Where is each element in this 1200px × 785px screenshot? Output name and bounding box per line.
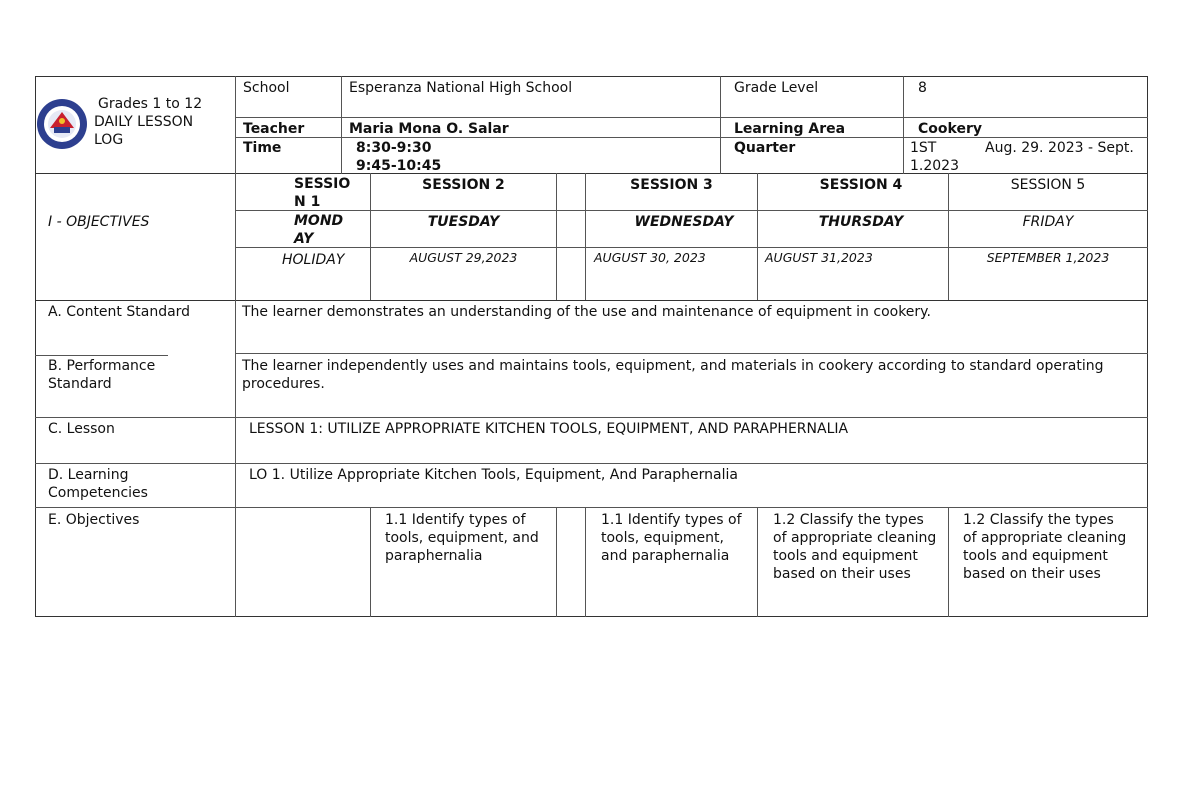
row-divider-a-inner [235, 353, 1148, 354]
quarter-label: Quarter [734, 140, 796, 156]
session-2-date: AUGUST 29,2023 [409, 250, 518, 265]
session-col-line-3 [556, 173, 557, 301]
row-divider-d [35, 507, 1148, 508]
session-3-title: SESSION 3 [630, 177, 713, 193]
objective-session-3: 1.1 Identify types of tools, equipment, and paraphernalia [601, 512, 742, 564]
session-col-line-1 [235, 173, 236, 301]
lesson-value: LESSON 1: UTILIZE APPROPRIATE KITCHEN TOOLS, EQUIPMENT, AND PARAPHERNALIA [249, 421, 849, 437]
table-border-top [35, 76, 1148, 77]
grade-level-value: 8 [918, 80, 927, 96]
session-5-day: FRIDAY [1022, 214, 1074, 230]
competencies-value: LO 1. Utilize Appropriate Kitchen Tools, Equipment, And Paraphernalia [249, 467, 738, 483]
table-border-left [35, 76, 36, 617]
objectives-col-line-2 [556, 507, 557, 617]
objectives-col-line-5 [948, 507, 949, 617]
quarter-value: 1ST [910, 140, 937, 156]
teacher-value: Maria Mona O. Salar [349, 121, 509, 137]
session-1-date: HOLIDAY [282, 252, 345, 268]
body-col-line [235, 300, 236, 617]
time-value-1: 8:30-9:30 [356, 140, 432, 156]
competencies-label: D. Learning Competencies [48, 467, 148, 501]
row-divider-b [35, 417, 1148, 418]
grade-level-label: Grade Level [734, 80, 819, 96]
content-standard-label: A. Content Standard [48, 304, 191, 320]
row-divider-c [35, 463, 1148, 464]
log-title: DAILY LESSON LOG [94, 114, 194, 148]
session-divider-1 [235, 210, 1148, 211]
header-col-line-2 [341, 76, 342, 174]
objectives-col-line-3 [585, 507, 586, 617]
time-label: Time [243, 140, 282, 156]
session-3-date: AUGUST 30, 2023 [594, 250, 706, 265]
quarter-dates [904, 138, 1147, 174]
objective-session-5: 1.2 Classify the types of appropriate cleaning tools and equipment based on their uses [963, 512, 1127, 582]
table-border-right [1147, 76, 1148, 617]
session-5-date: SEPTEMBER 1,2023 [986, 250, 1110, 265]
objectives-label: E. Objectives [48, 512, 140, 528]
row-divider-a [35, 300, 1148, 301]
school-value: Esperanza National High School [349, 80, 573, 96]
deped-seal-icon [36, 98, 88, 150]
header-col-line-1 [235, 76, 236, 174]
learning-area-value: Cookery [918, 121, 982, 137]
objectives-col-line-1 [370, 507, 371, 617]
session-1-day: MOND AY [294, 213, 344, 247]
session-divider-2 [235, 247, 1148, 248]
session-3-day: WEDNESDAY [634, 214, 734, 230]
session-4-title: SESSION 4 [819, 177, 903, 193]
grades-label: Grades 1 to 12 [98, 96, 203, 112]
time-value-2: 9:45-10:45 [356, 158, 442, 174]
session-5-title: SESSION 5 [1010, 177, 1086, 193]
session-4-date: AUGUST 31,2023 [765, 250, 873, 265]
school-label: School [243, 80, 290, 96]
header-divider-1 [235, 117, 1148, 118]
session-4-day: THURSDAY [818, 214, 904, 230]
objective-session-4: 1.2 Classify the types of appropriate cleaning tools and equipment based on their uses [773, 512, 937, 582]
performance-standard-label: B. Performance Standard [48, 358, 156, 392]
header-col-line-3 [720, 76, 721, 174]
session-2-title: SESSION 2 [422, 177, 505, 193]
objective-session-2: 1.1 Identify types of tools, equipment, and paraphernalia [385, 512, 539, 564]
table-border-bottom [35, 616, 1148, 617]
session-1-title: SESSIO N 1 [294, 176, 351, 210]
lesson-label: C. Lesson [48, 421, 115, 437]
teacher-label: Teacher [243, 121, 305, 137]
session-2-day: TUESDAY [427, 214, 500, 230]
content-standard-value: The learner demonstrates an understanding of the use and maintenance of equipment in cookery. [242, 304, 931, 320]
performance-standard-value: The learner independently uses and maintains tools, equipment, and materials in cookery according to standard operating procedures. [242, 358, 1104, 392]
objectives-col-line-4 [757, 507, 758, 617]
objectives-section-label: I - OBJECTIVES [48, 214, 150, 230]
learning-area-label: Learning Area [734, 121, 846, 137]
quarter-dates-text: Aug. 29. 2023 - Sept. 1.2023 [910, 140, 1134, 174]
